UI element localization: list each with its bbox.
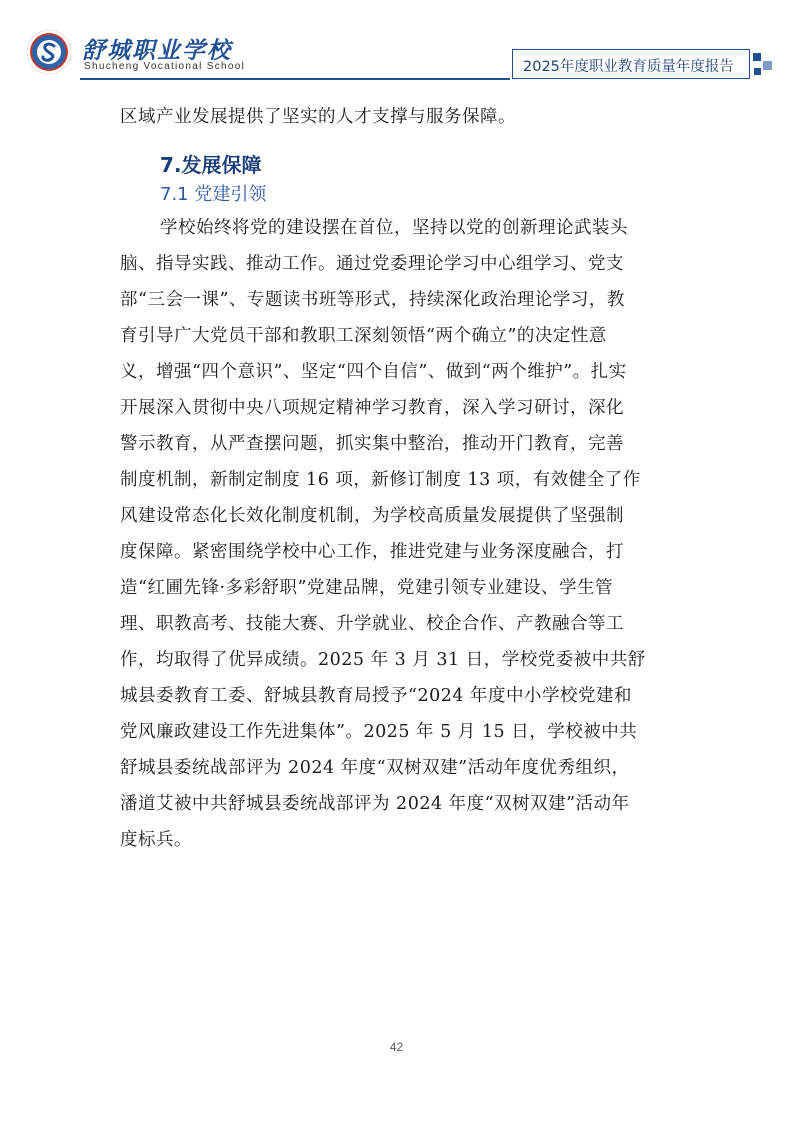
paragraph-line: 开展深入贯彻中央八项规定精神学习教育，深入学习研讨，深化 — [120, 398, 624, 418]
page-header — [0, 0, 793, 82]
paragraph-line: 育引导广大党员干部和教职工深刻领悟“两个确立”的决定性意 — [120, 326, 607, 346]
paragraph-line: 风建设常态化长效化制度机制，为学校高质量发展提供了坚强制 — [120, 506, 624, 526]
paragraph-line: 部“三会一课”、专题读书班等形式，持续深化政治理论学习，教 — [120, 290, 625, 310]
school-logo — [27, 30, 71, 74]
paragraph-line: 作，均取得了优异成绩。2025 年 3 月 31 日，学校党委被中共舒 — [120, 650, 646, 670]
section-subheading: 7.1 党建引领 — [160, 184, 267, 205]
decor-square — [763, 61, 772, 70]
decor-square — [753, 53, 761, 61]
decor-square — [754, 68, 761, 75]
school-emblem-icon — [27, 30, 71, 74]
paragraph-line: 造“红圃先锋·多彩舒职”党建品牌，党建引领专业建设、学生管 — [120, 578, 613, 598]
paragraph-line: 制度机制，新制定制度 16 项，新修订制度 13 项，有效健全了作 — [120, 470, 641, 490]
paragraph-line: 义，增强“四个意识”、坚定“四个自信”、做到“两个维护”。扎实 — [120, 362, 627, 382]
report-title: 2025年度职业教育质量年度报告 — [523, 59, 734, 75]
paragraph-line: 城县委教育工委、舒城县教育局授予“2024 年度中小学校党建和 — [120, 686, 633, 706]
report-title-box — [512, 49, 750, 79]
paragraph-line: 学校始终将党的建设摆在首位，坚持以党的创新理论武装头 — [160, 218, 628, 238]
paragraph-line: 度标兵。 — [120, 830, 192, 850]
paragraph-line: 脑、指导实践、推动工作。通过党委理论学习中心组学习、党支 — [120, 254, 624, 274]
school-name-english: Shucheng Vocational School — [84, 61, 246, 72]
section-heading: 7.发展保障 — [160, 153, 262, 177]
school-name: 舒城职业学校 — [82, 37, 232, 64]
paragraph-line: 区域产业发展提供了坚实的人才支撑与服务保障。 — [120, 107, 516, 127]
paragraph-line: 党风廉政建设工作先进集体”。2025 年 5 月 15 日，学校被中共 — [120, 722, 638, 742]
paragraph-line: 警示教育，从严查摆问题，抓实集中整治，推动开门教育，完善 — [120, 434, 624, 454]
paragraph-line: 潘道艾被中共舒城县委统战部评为 2024 年度“双树双建”活动年 — [120, 794, 630, 814]
paragraph-line: 舒城县委统战部评为 2024 年度“双树双建”活动年度优秀组织， — [120, 758, 630, 778]
paragraph-line: 度保障。紧密围绕学校中心工作，推进党建与业务深度融合，打 — [120, 542, 624, 562]
page-number: 42 — [389, 1040, 404, 1054]
header-divider — [80, 78, 510, 80]
paragraph-line: 理、职教高考、技能大赛、升学就业、校企合作、产教融合等工 — [120, 614, 624, 634]
